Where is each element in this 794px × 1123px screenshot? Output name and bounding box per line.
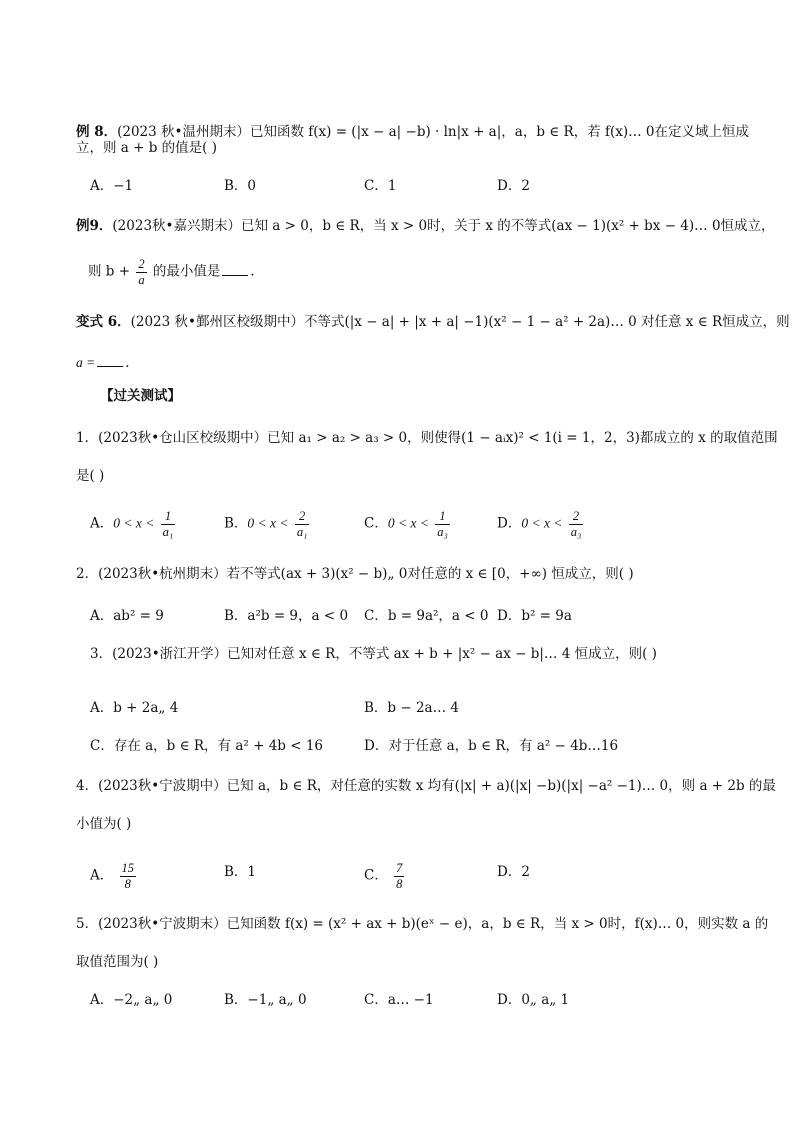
option-expression: 0 < x < bbox=[387, 515, 429, 531]
question-2-option-b: B．a²b = 9，a < 0 bbox=[224, 608, 349, 624]
option-letter: D． bbox=[497, 864, 522, 880]
example-9-frac-num: 2 bbox=[138, 257, 145, 271]
example-9-frac-den: a bbox=[138, 272, 145, 287]
question-3-option-d: D．对于任意 a，b ∈ R，有 a² − 4b…16 bbox=[364, 738, 619, 754]
question-4-option-d bbox=[497, 862, 530, 882]
variant-6-answer-blank bbox=[97, 352, 123, 367]
question-2-option-d: D．b² = 9a bbox=[497, 608, 572, 624]
fraction-numerator: 7 bbox=[396, 861, 403, 875]
example-9-line-2 bbox=[88, 258, 255, 286]
example-8-label: 例 8． bbox=[76, 124, 118, 140]
question-4-line-2: 小值为( ) bbox=[76, 816, 132, 832]
option-letter: B． bbox=[224, 864, 248, 880]
fraction-denominator: a₁ bbox=[162, 524, 174, 539]
variant-6-line-1 bbox=[76, 312, 790, 332]
option-letter: C． bbox=[364, 867, 388, 884]
question-4-line-1: 4．(2023秋•宁波期中）已知 a，b ∈ R，对任意的实数 x 均有(|x| + a)(|x| −b)(|x| −a² −1)… 0，则 a + 2b 的最 bbox=[76, 778, 776, 794]
option-fraction bbox=[569, 510, 584, 538]
example-9-label: 例9． bbox=[76, 218, 113, 234]
question-1-line-1: 1．(2023秋•仓山区校级期中）已知 a₁ > a₂ > a₃ > 0，则使得(1 − aᵢx)² < 1(i = 1，2，3)都成立的 x 的取值范围 bbox=[76, 430, 778, 446]
option-value: 1 bbox=[247, 864, 257, 880]
option-letter: A． bbox=[90, 867, 114, 884]
example-9-suffix: 的最小值是 bbox=[152, 263, 221, 280]
example-9-fraction bbox=[136, 258, 146, 286]
question-1-line-2: 是( ) bbox=[76, 468, 105, 484]
example-9-line-1 bbox=[76, 216, 775, 236]
option-letter: D． bbox=[497, 515, 522, 532]
variant-6-text: (2023 秋•鄞州区校级期中）不等式(|x − a| + |x + a| −1)(x² − 1 − a² + 2a)… 0 对任意 x ∈ R恒成立，则 bbox=[130, 314, 790, 330]
fraction-denominator: a₃ bbox=[437, 524, 448, 539]
variant-6-line-2 bbox=[76, 352, 130, 373]
example-8-option-d: D．2 bbox=[497, 178, 530, 194]
option-fraction bbox=[295, 510, 310, 538]
question-3-option-c: C．存在 a，b ∈ R，有 a² + 4b < 16 bbox=[90, 738, 324, 754]
question-2-option-a: A．ab² = 9 bbox=[90, 608, 164, 624]
question-2-line-1: 2．(2023秋•杭州期末）若不等式(ax + 3)(x² − b)„ 0对任意的 x ∈ [0，+∞) 恒成立，则( ) bbox=[76, 566, 634, 582]
question-5-option-c: C．a… −1 bbox=[364, 992, 434, 1008]
option-fraction bbox=[120, 862, 137, 890]
example-8-option-a: A．−1 bbox=[90, 178, 134, 194]
variant-6-end: . bbox=[125, 355, 130, 371]
option-value: 2 bbox=[521, 864, 530, 880]
question-3-option-b: B．b − 2a… 4 bbox=[364, 700, 459, 716]
option-fraction bbox=[394, 862, 404, 890]
option-letter: A． bbox=[90, 515, 114, 532]
fraction-numerator: 2 bbox=[572, 509, 580, 523]
option-expression: 0 < x < bbox=[521, 515, 563, 531]
example-8-line-2 bbox=[76, 138, 217, 158]
question-5-line-1: 5．(2023秋•宁波期末）已知函数 f(x) = (x² + ax + b)(eˣ − e)，a，b ∈ R，当 x > 0时，f(x)… 0，则实数 a 的 bbox=[76, 916, 769, 932]
example-8-text-cont: 立，则 a + b 的值是( ) bbox=[76, 140, 217, 156]
example-8-option-b: B．0 bbox=[224, 178, 257, 194]
example-9-prefix: 则 b + bbox=[88, 263, 131, 280]
fraction-denominator: 8 bbox=[120, 876, 137, 891]
question-5-option-b: B．−1„ a„ 0 bbox=[224, 992, 307, 1008]
question-5-option-a: A．−2„ a„ 0 bbox=[90, 992, 173, 1008]
option-fraction bbox=[435, 510, 450, 538]
fraction-numerator: 1 bbox=[439, 509, 446, 523]
section-title: 【过关测试】 bbox=[100, 388, 181, 404]
fraction-denominator: 8 bbox=[396, 876, 403, 891]
question-4-option-a bbox=[90, 862, 138, 890]
question-5-line-2: 取值范围为( ) bbox=[76, 954, 159, 970]
question-2-option-c: C．b = 9a²，a < 0 bbox=[364, 608, 489, 624]
option-expression: 0 < x < bbox=[247, 515, 289, 531]
question-3-line-1: 3．(2023•浙江开学）已知对任意 x ∈ R，不等式 ax + b + |x² − ax − b|… 4 恒成立，则( ) bbox=[90, 646, 657, 662]
option-expression: 0 < x < bbox=[113, 515, 155, 531]
question-3-option-a: A．b + 2a„ 4 bbox=[90, 700, 179, 716]
question-1-option-d bbox=[497, 510, 585, 538]
fraction-denominator: a₃ bbox=[570, 524, 582, 539]
example-9-answer-blank bbox=[222, 261, 248, 276]
option-fraction bbox=[161, 510, 176, 538]
question-4-option-b bbox=[224, 862, 256, 882]
example-8-option-c: C．1 bbox=[364, 178, 397, 194]
example-9-text: (2023秋•嘉兴期末）已知 a > 0，b ∈ R，当 x > 0时，关于 x 的不等式(ax − 1)(x² + bx − 4)… 0恒成立， bbox=[112, 218, 775, 234]
question-5-option-d: D．0„ a„ 1 bbox=[497, 992, 570, 1008]
example-8-text: (2023 秋•温州期末）已知函数 f(x) = (|x − a| −b) · ln|x + a|，a，b ∈ R，若 f(x)… 0在定义域上恒成 bbox=[117, 124, 750, 140]
example-9-end: . bbox=[250, 263, 255, 280]
option-letter: C． bbox=[364, 515, 388, 532]
fraction-numerator: 15 bbox=[121, 861, 135, 875]
variant-6-prefix: a = bbox=[76, 355, 96, 370]
question-4-option-c bbox=[364, 862, 406, 890]
variant-6-label: 变式 6． bbox=[76, 314, 131, 330]
fraction-denominator: a₁ bbox=[296, 524, 308, 539]
question-1-option-a bbox=[90, 510, 177, 538]
question-1-option-c bbox=[364, 510, 452, 538]
option-letter: B． bbox=[224, 515, 248, 532]
fraction-numerator: 1 bbox=[164, 509, 172, 523]
question-1-option-b bbox=[224, 510, 311, 538]
fraction-numerator: 2 bbox=[298, 509, 306, 523]
